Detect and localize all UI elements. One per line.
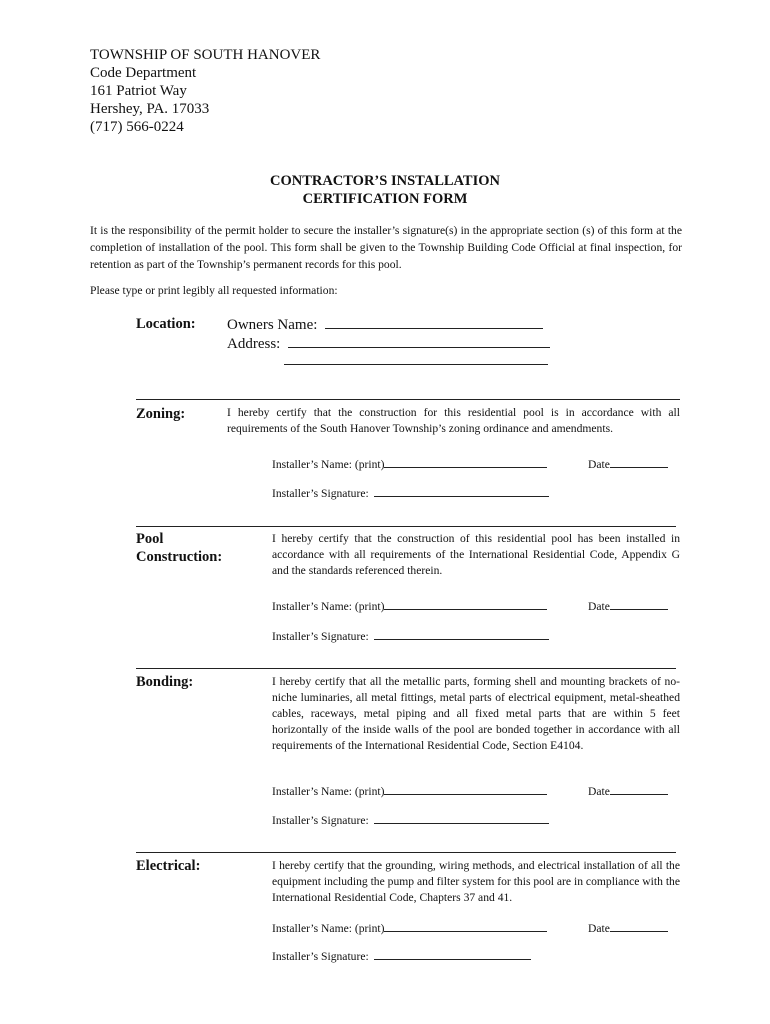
pool-text: I hereby certify that the construction of this residential pool has been installed in accordance with all requirements of the International Residential Code, Appendix G and the standards referenced therein. (272, 532, 680, 577)
section-divider (136, 668, 676, 669)
bonding-signature-field[interactable] (374, 811, 549, 824)
installer-name-label: Installer’s Name: (print) (272, 922, 385, 935)
installer-signature-label: Installer’s Signature: (272, 487, 369, 500)
pool-installer-name-field[interactable] (384, 597, 547, 610)
bonding-signature-row (272, 811, 549, 827)
zoning-installer-name-field[interactable] (384, 455, 547, 468)
owners-name-row (227, 314, 543, 334)
instruction-text: Please type or print legibly all requested information: (90, 284, 338, 297)
location-label: Location: (136, 316, 196, 332)
date-label: Date (588, 600, 610, 613)
zoning-text: I hereby certify that the construction for this residential pool is in accordance with all requirements of the South Hanover Township’s zoning ordinance and amendments. (227, 406, 680, 435)
installer-signature-label: Installer’s Signature: (272, 950, 369, 963)
electrical-date-field[interactable] (610, 919, 668, 932)
electrical-installer-name-row (272, 919, 547, 935)
zoning-signature-field[interactable] (374, 484, 549, 497)
section-divider (136, 852, 676, 853)
zoning-signature-row (272, 484, 549, 500)
address-label: Address: (227, 336, 281, 352)
owners-name-field[interactable] (325, 314, 543, 329)
pool-signature-row (272, 627, 549, 643)
installer-signature-label: Installer’s Signature: (272, 814, 369, 827)
zoning-label: Zoning: (136, 406, 186, 422)
electrical-text: I hereby certify that the grounding, wiring methods, and electrical installation of all the equipment including the pump and filter system for this pool are in compliance with the International Residential Code, Chapters 37 and 41. (272, 859, 680, 904)
bonding-label: Bonding: (136, 674, 194, 690)
phone-number: (717) 566-0224 (90, 119, 184, 135)
form-title-line1: CONTRACTOR’S INSTALLATION (269, 173, 501, 189)
installer-signature-label: Installer’s Signature: (272, 630, 369, 643)
section-divider (136, 526, 676, 527)
pool-label-line2: Construction: (136, 549, 223, 565)
city-state-zip: Hershey, PA. 17033 (90, 101, 210, 117)
bonding-text: I hereby certify that all the metallic parts, forming shell and mounting brackets of no-niche luminaries, all metal fittings, metal parts of electrical equipment, metal-sheathed cables, raceways, metal piping and all fixed metal parts that are within 5 feet horizontally of the inside walls of the pool are bonded together in accordance with all requirements of the International Residential Code, Section E4104. (272, 675, 680, 752)
electrical-installer-name-field[interactable] (384, 919, 547, 932)
section-divider (136, 399, 680, 400)
electrical-signature-field[interactable] (374, 947, 531, 960)
installer-name-label: Installer’s Name: (print) (272, 600, 385, 613)
date-label: Date (588, 922, 610, 935)
bonding-installer-name-field[interactable] (384, 782, 547, 795)
pool-date-row (588, 597, 668, 613)
installer-name-label: Installer’s Name: (print) (272, 785, 385, 798)
zoning-date-row (588, 455, 668, 471)
street-address: 161 Patriot Way (90, 83, 187, 99)
owners-name-label: Owners Name: (227, 317, 318, 333)
pool-label-line1: Pool (136, 531, 164, 547)
zoning-installer-name-row (272, 455, 547, 471)
date-label: Date (588, 785, 610, 798)
zoning-date-field[interactable] (610, 455, 668, 468)
bonding-date-row (588, 782, 668, 798)
date-label: Date (588, 458, 610, 471)
electrical-label: Electrical: (136, 858, 201, 874)
pool-signature-field[interactable] (374, 627, 549, 640)
pool-date-field[interactable] (610, 597, 668, 610)
intro-paragraph: It is the responsibility of the permit holder to secure the installer’s signature(s) in the appropriate section (s) of this form at the completion of installation of the pool. This form shall be given to the Township Building Code Official at final inspection, for retention as part of the Township’s permanent records for this pool. (90, 224, 682, 271)
electrical-date-row (588, 919, 668, 935)
address-field-line1[interactable] (288, 333, 550, 348)
bonding-installer-name-row (272, 782, 547, 798)
form-title-line2: CERTIFICATION FORM (302, 191, 468, 207)
electrical-signature-row (272, 947, 531, 963)
township-name: TOWNSHIP OF SOUTH HANOVER (90, 47, 321, 63)
installer-name-label: Installer’s Name: (print) (272, 458, 385, 471)
bonding-date-field[interactable] (610, 782, 668, 795)
address-row (227, 333, 550, 353)
pool-installer-name-row (272, 597, 547, 613)
department-name: Code Department (90, 65, 197, 81)
address-field-line2[interactable] (284, 364, 548, 365)
